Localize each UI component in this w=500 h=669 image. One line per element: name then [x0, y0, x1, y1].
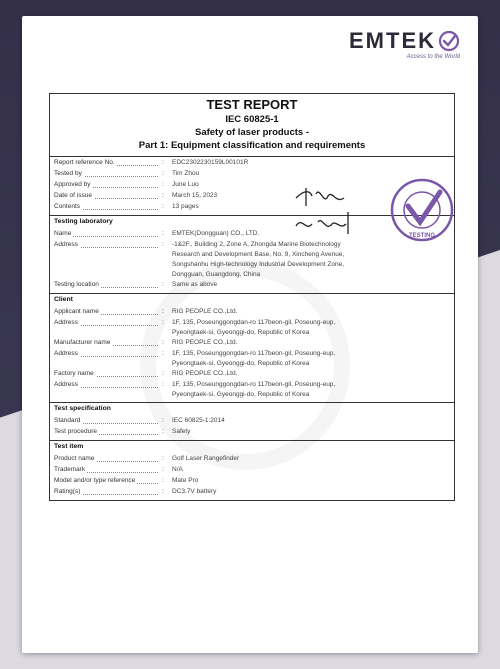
field-label: [54, 427, 162, 437]
field-value: June Luo: [172, 181, 199, 188]
field-label: [54, 240, 162, 250]
field-colon: :: [162, 350, 164, 357]
field-label: [54, 180, 162, 190]
field-row: [50, 369, 454, 380]
field-label-text: Applicant name: [54, 308, 99, 315]
field-label: [54, 338, 162, 348]
field-label-text: Tested by: [54, 170, 82, 177]
report-subtitle-2: Part 1: Equipment classification and requirements: [138, 140, 366, 151]
field-value: -1&2F., Building 2, Zone A, Zhongda Marine Biotechnology Research and Development Base, No. 9, Xincheng Avenue, Songshanhu High-technology Industrial Development Zone, Dongguan, Guangdong, China: [172, 241, 345, 278]
field-value: 1F, 135, Poseunggongdan-ro 117beon-gil, Poseung-eup, Pyeongtaek-si, Gyeonggi-do, Republic of Korea: [172, 350, 336, 367]
field-label: [54, 191, 162, 201]
field-value: March 15, 2023: [172, 192, 218, 199]
field-colon: :: [162, 159, 164, 166]
field-colon: :: [162, 488, 164, 495]
field-row: [50, 487, 454, 498]
field-label: [54, 465, 162, 475]
field-label: [54, 158, 162, 168]
field-label: [54, 416, 162, 426]
field-colon: :: [162, 417, 164, 424]
testing-stamp: [392, 180, 452, 240]
section-testing-laboratory: Testing laboratory: [50, 215, 454, 228]
field-colon: :: [162, 230, 164, 237]
check-circle-icon: [438, 30, 460, 52]
report-subtitle-1: Safety of laser products -: [194, 127, 310, 138]
field-label-text: Address: [54, 381, 78, 388]
field-colon: :: [162, 281, 164, 288]
field-label-text: Address: [54, 241, 78, 248]
field-colon: :: [162, 181, 164, 188]
field-value: EMTEK(Dongguan) CO., LTD.: [172, 230, 260, 237]
signature-approver: [296, 212, 348, 234]
field-label-text: Model and/or type reference: [54, 477, 136, 484]
report-header: [50, 94, 454, 157]
field-colon: :: [162, 308, 164, 315]
field-row: [50, 338, 454, 349]
field-label-text: Rating(s): [54, 488, 81, 495]
field-row: [50, 240, 454, 280]
signature-stamp-area: [290, 176, 470, 246]
field-colon: :: [162, 477, 164, 484]
field-value: 1F, 135, Poseunggongdan-ro 117beon-gil, Poseung-eup, Pyeongtaek-si, Gyeonggi-do, Republic of Korea: [172, 319, 336, 336]
field-label-text: Testing location: [54, 281, 99, 288]
field-value: RIG PEOPLE CO.,Ltd.: [172, 370, 238, 377]
field-label-text: Address: [54, 350, 78, 357]
field-colon: :: [162, 192, 164, 199]
field-value: Golf Laser Rangefinder: [172, 455, 240, 462]
field-label-text: Report reference No.: [54, 159, 115, 166]
field-row: [50, 318, 454, 338]
field-value: RIG PEOPLE CO.,Ltd.: [172, 339, 238, 346]
field-label-text: Date of issue: [54, 192, 92, 199]
field-row: [50, 280, 454, 291]
report-title: TEST REPORT: [206, 97, 298, 112]
field-colon: :: [162, 455, 164, 462]
section-client: Client: [50, 293, 454, 306]
field-label-text: Contents: [54, 203, 81, 210]
field-label: [54, 318, 162, 328]
logo-wordmark: [349, 28, 460, 54]
field-label-text: Approved by: [54, 181, 91, 188]
field-value: Mate Pro: [172, 477, 199, 484]
field-label: [54, 307, 162, 317]
client-rows: [50, 306, 454, 402]
field-colon: :: [162, 381, 164, 388]
field-value: RIG PEOPLE CO.,Ltd.: [172, 308, 238, 315]
field-label-text: Test procedure: [54, 428, 97, 435]
field-label-text: Factory name: [54, 370, 94, 377]
field-label-text: Trademark: [54, 466, 86, 473]
field-row: [50, 158, 454, 169]
field-value: Safety: [172, 428, 191, 435]
logo-tagline: Access to the World: [406, 54, 460, 60]
field-label-text: Address: [54, 319, 78, 326]
section-test-specification: Test specification: [50, 402, 454, 415]
field-colon: :: [162, 203, 164, 210]
field-value: 1F, 135, Poseunggongdan-ro 117beon-gil, Poseung-eup, Pyeongtaek-si, Gyeonggi-do, Republic of Korea: [172, 381, 336, 398]
report-standard: IEC 60825-1: [225, 114, 279, 125]
field-label: [54, 349, 162, 359]
field-value: N/A: [172, 466, 183, 473]
field-row: [50, 454, 454, 465]
field-label-text: Manufacturer name: [54, 339, 111, 346]
field-label: [54, 280, 162, 290]
field-label: [54, 454, 162, 464]
signature-tester: [296, 188, 344, 206]
field-row: [50, 427, 454, 438]
field-row: [50, 380, 454, 400]
section-test-item: Test item: [50, 440, 454, 453]
field-colon: :: [162, 241, 164, 248]
field-label-text: Standard: [54, 417, 81, 424]
field-value: EDC2302230159L00101R: [172, 159, 249, 166]
field-value: Tim Zhou: [172, 170, 200, 177]
field-colon: :: [162, 170, 164, 177]
field-label: [54, 380, 162, 390]
emtek-logo: [349, 28, 460, 60]
field-label: [54, 202, 162, 212]
field-row: [50, 416, 454, 427]
field-label-text: Product name: [54, 455, 95, 462]
field-label: [54, 169, 162, 179]
field-colon: :: [162, 428, 164, 435]
test-item-rows: [50, 453, 454, 500]
field-label: [54, 229, 162, 239]
field-colon: :: [162, 319, 164, 326]
logo-brand-text: EMTEK: [349, 28, 436, 53]
field-row: [50, 465, 454, 476]
field-label-text: Name: [54, 230, 72, 237]
field-colon: :: [162, 466, 164, 473]
field-row: [50, 476, 454, 487]
test-spec-rows: [50, 415, 454, 440]
field-value: IEC 60825-1:2014: [172, 417, 225, 424]
field-colon: :: [162, 339, 164, 346]
field-label: [54, 369, 162, 379]
field-value: DC3.7V battery: [172, 488, 217, 495]
stamp-text: TESTING: [408, 233, 436, 239]
field-label: [54, 487, 162, 497]
field-value: Same as above: [172, 281, 218, 288]
field-label: [54, 476, 162, 486]
field-value: 13 pages: [172, 203, 199, 210]
report-table: [49, 93, 455, 501]
field-colon: :: [162, 370, 164, 377]
field-row: [50, 349, 454, 369]
field-row: [50, 307, 454, 318]
